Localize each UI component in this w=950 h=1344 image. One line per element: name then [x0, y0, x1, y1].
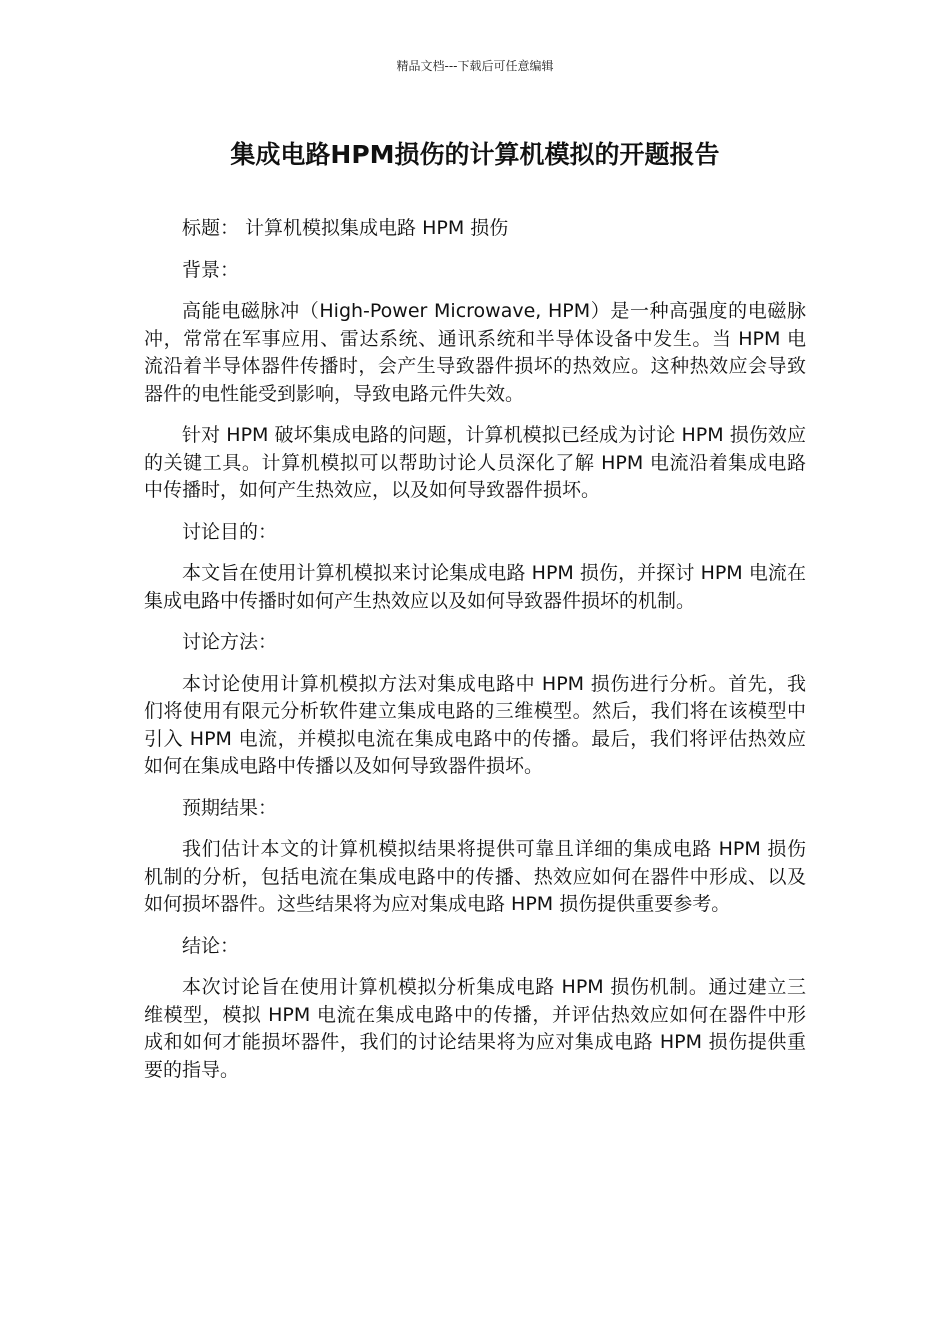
purpose-paragraph: 本文旨在使用计算机模拟来讨论集成电路 HPM 损伤，并探讨 HPM 电流在集成电路中传播时如何产生热效应以及如何导致器件损坏的机制。 — [144, 562, 806, 612]
document-body — [144, 215, 806, 1098]
background-paragraph-1: 高能电磁脉冲（High-Power Microwave, HPM）是一种高强度的电磁脉冲，常常在军事应用、雷达系统、通讯系统和半导体设备中发生。当 HPM 电流沿着半导体器件传播时，会产生导致器件损坏的热效应。这种热效应会导致器件的电性能受到影响，导致电路元件失效。 — [144, 300, 806, 405]
expected-results-paragraph: 我们估计本文的计算机模拟结果将提供可靠且详细的集成电路 HPM 损伤机制的分析，包括电流在集成电路中的传播、热效应如何在器件中形成、以及如何损坏器件。这些结果将为应对集成电路 HPM 损伤提供重要参考。 — [144, 838, 806, 915]
section-heading-expected-results: 预期结果： — [182, 796, 278, 819]
section-heading-conclusion: 结论： — [182, 934, 240, 957]
background-paragraph-2: 针对 HPM 破坏集成电路的问题，计算机模拟已经成为讨论 HPM 损伤效应的关键工具。计算机模拟可以帮助讨论人员深化了解 HPM 电流沿着集成电路中传播时，如何产生热效应，以及如何导致器件损坏。 — [144, 424, 806, 501]
page-header-note: 精品文档---下载后可任意编辑 — [396, 59, 554, 73]
method-paragraph: 本讨论使用计算机模拟方法对集成电路中 HPM 损伤进行分析。首先，我们将使用有限元分析软件建立集成电路的三维模型。然后，我们将在该模型中引入 HPM 电流，并模拟电流在集成电路中的传播。最后，我们将评估热效应如何在集成电路中传播以及如何导致器件损坏。 — [144, 672, 806, 777]
conclusion-paragraph: 本次讨论旨在使用计算机模拟分析集成电路 HPM 损伤机制。通过建立三维模型，模拟 HPM 电流在集成电路中的传播，并评估热效应如何在器件中形成和如何才能损坏器件，我们的讨论结果将为应对集成电路 HPM 损伤提供重要的指导。 — [144, 976, 806, 1081]
document-title: 集成电路HPM损伤的计算机模拟的开题报告 — [230, 140, 720, 169]
section-heading-purpose: 讨论目的： — [182, 520, 278, 543]
section-heading-background: 背景： — [182, 258, 240, 281]
topic-line: 标题： 计算机模拟集成电路 HPM 损伤 — [182, 217, 509, 239]
section-heading-method: 讨论方法： — [182, 631, 278, 653]
